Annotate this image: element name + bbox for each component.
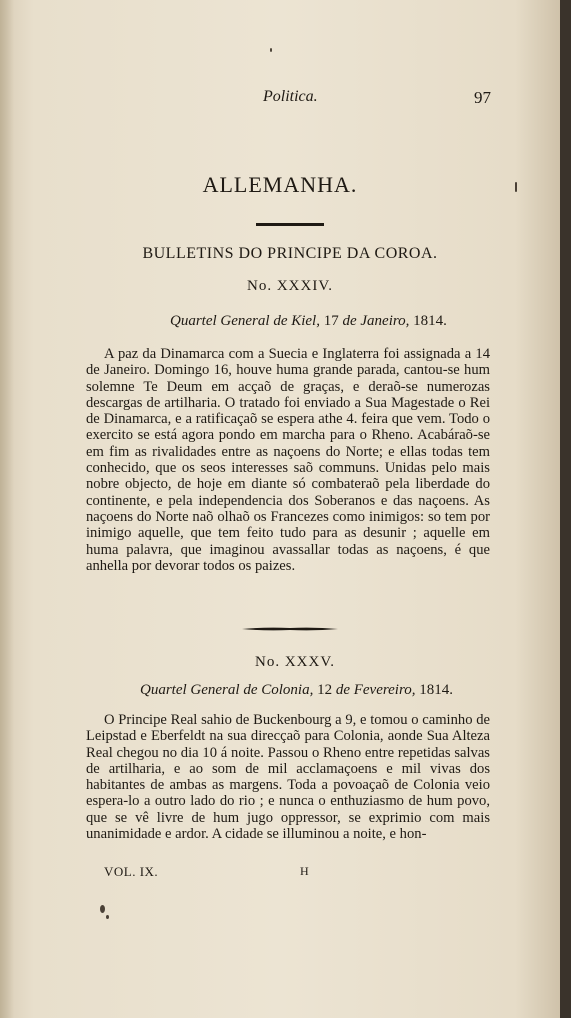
dateline-colonia — [140, 682, 453, 699]
bulletin-number-xxxiv: No. XXXIV. — [247, 278, 333, 294]
dateline-kiel — [170, 313, 447, 330]
paper-speck — [106, 915, 109, 919]
bulletin-xxxiv-text: A paz da Dinamarca com a Suecia e Inglaterra foi assignada a 14 de Janeiro. Domingo 16, houve huma grande parada, cantou-se hum solemne Te Deum em acçaõ de graças, e deraõ-se numerozas descargas de artilharia. O tratado foi enviado a Sua Magestade o Rei de Dinamarca, e a ratificaçaõ se espera athe 4. feira que vem. Todo o exercito se está agora pondo em marcha para o Rheno. Acabáraõ-se em fim as rivalidades entre as naçoens do Norte; e ellas todas tem conhecido, que os seos interesses saõ communs. Unidas pelo mais nobre objecto, de hoje em diante só combateraõ pela liberdade do continente, e pela independencia dos Soberanos e das naçoens. As naçoens do Norte naõ olhaõ os Francezes como inimigos: so tem por inimigo aquelle, que tem feito tudo para as desunir ; aquelle em huma palavra, que imaginou avassallar todas as naçoens, é que anhella por devorar todos os paizes. — [86, 346, 490, 574]
dateline-place: Quartel General de Colonia, — [140, 682, 314, 698]
page-number: 97 — [474, 88, 491, 107]
running-head: Politica. — [263, 88, 318, 105]
dateline-place: Quartel General de Kiel, — [170, 313, 320, 329]
bulletin-number-xxxv: No. XXXV. — [255, 654, 335, 670]
paper-speck — [270, 48, 272, 52]
volume-mark: VOL. IX. — [104, 864, 159, 879]
dateline-year: 1814. — [415, 682, 454, 698]
page-edge-shadow — [560, 0, 571, 1018]
page-footer — [0, 864, 560, 882]
bulletin-xxxv-text: O Principe Real sahio de Buckenbourg a 9, e tomou o caminho de Leipstad e Eberfeldt na sua direcçaõ para Colonia, aonde Sua Alteza Real chegou no dia 10 á noite. Passou o Rheno entre repetidas salvas de artilharia, e ao som de mil acclamaçoens e mil vivas dos habitantes de ambas as margens. Toda a povoaçaõ de Colonia veio espera-lo a outro lado do rio ; e nunca o enthuziasmo de hum povo, que se vê livre de hum jugo oppressor, se exprimio com mais unanimidade e ardor. A cidade se illuminou a noite, e hon- — [86, 712, 490, 843]
page-header — [0, 88, 560, 112]
dateline-year: 1814. — [409, 313, 447, 329]
dateline-day: 17 — [319, 313, 343, 329]
section-title: ALLEMANHA. — [202, 172, 358, 197]
dateline-day: 12 — [313, 682, 336, 698]
paper-speck — [100, 905, 105, 913]
dateline-month: de Janeiro, — [342, 313, 410, 329]
signature-letter: H — [300, 864, 309, 878]
paper-speck — [515, 182, 517, 192]
dateline-month: de Fevereiro, — [335, 682, 416, 698]
section-ornament-divider — [240, 622, 340, 636]
bulletin-heading: BULLETINS DO PRINCIPE DA COROA. — [142, 245, 438, 262]
title-rule — [256, 223, 324, 226]
